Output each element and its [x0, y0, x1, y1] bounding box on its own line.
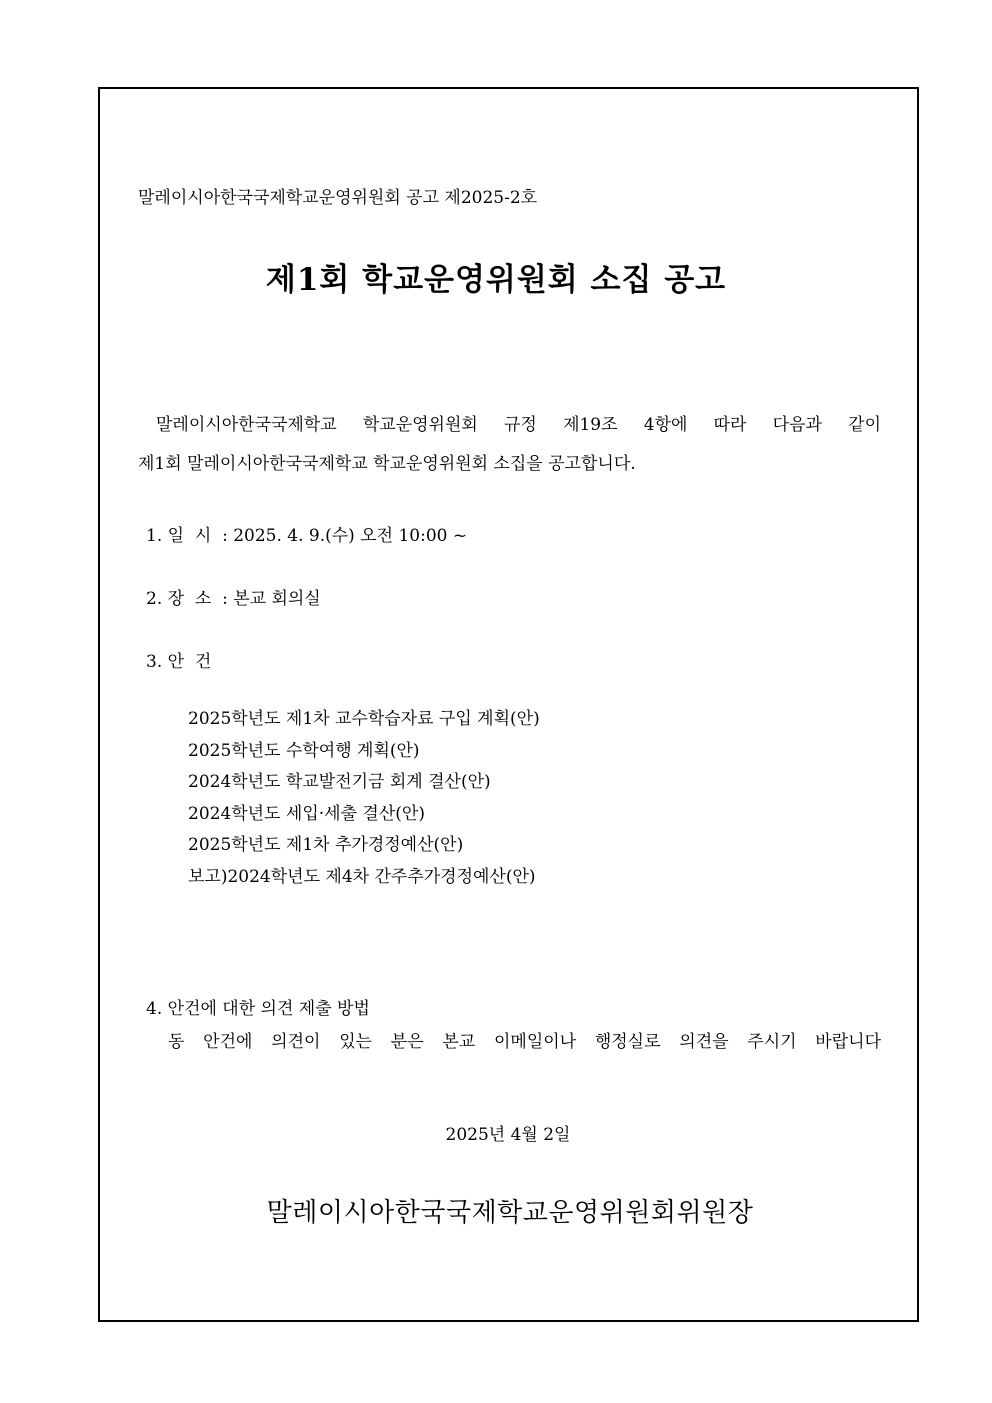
notice-date: 2025년 4월 2일	[445, 1125, 571, 1145]
section-agenda-heading: 3. 안 건	[146, 652, 212, 672]
agenda-item: 2024학년도 세입·세출 결산(안)	[188, 803, 425, 824]
agenda-item: 보고)2024학년도 제4차 간주추가경정예산(안)	[188, 866, 536, 887]
agenda-item: 2025학년도 제1차 교수학습자료 구입 계획(안)	[188, 709, 540, 729]
opinion-text: 동 안건에 의견이 있는 분은 본교 이메일이나 행정실로 의견을 주시기 바랍니다	[168, 1032, 881, 1052]
signer: 말레이시아한국국제학교운영위원회위원장	[266, 1198, 754, 1228]
section-place: 2. 장 소 : 본교 회의실	[146, 589, 321, 609]
intro-line-1: 말레이시아한국국제학교 학교운영위원회 규정 제19조 4항에 따라 다음과 같이	[156, 415, 881, 435]
agenda-item: 2024학년도 학교발전기금 회계 결산(안)	[188, 772, 491, 793]
page-title: 제1회 학교운영위원회 소집 공고	[265, 262, 727, 298]
intro-line-2: 제1회 말레이시아한국국제학교 학교운영위원회 소집을 공고합니다.	[138, 454, 636, 474]
agenda-item: 2025학년도 제1차 추가경정예산(안)	[188, 835, 464, 856]
agenda-list	[188, 704, 540, 894]
agenda-item: 2025학년도 수학여행 계획(안)	[188, 740, 420, 761]
section-opinion-heading: 4. 안건에 대한 의견 제출 방법	[146, 999, 370, 1019]
notice-number: 말레이시아한국국제학교운영위원회 공고 제2025-2호	[138, 188, 538, 208]
section-datetime: 1. 일 시 : 2025. 4. 9.(수) 오전 10:00 ~	[146, 526, 468, 546]
